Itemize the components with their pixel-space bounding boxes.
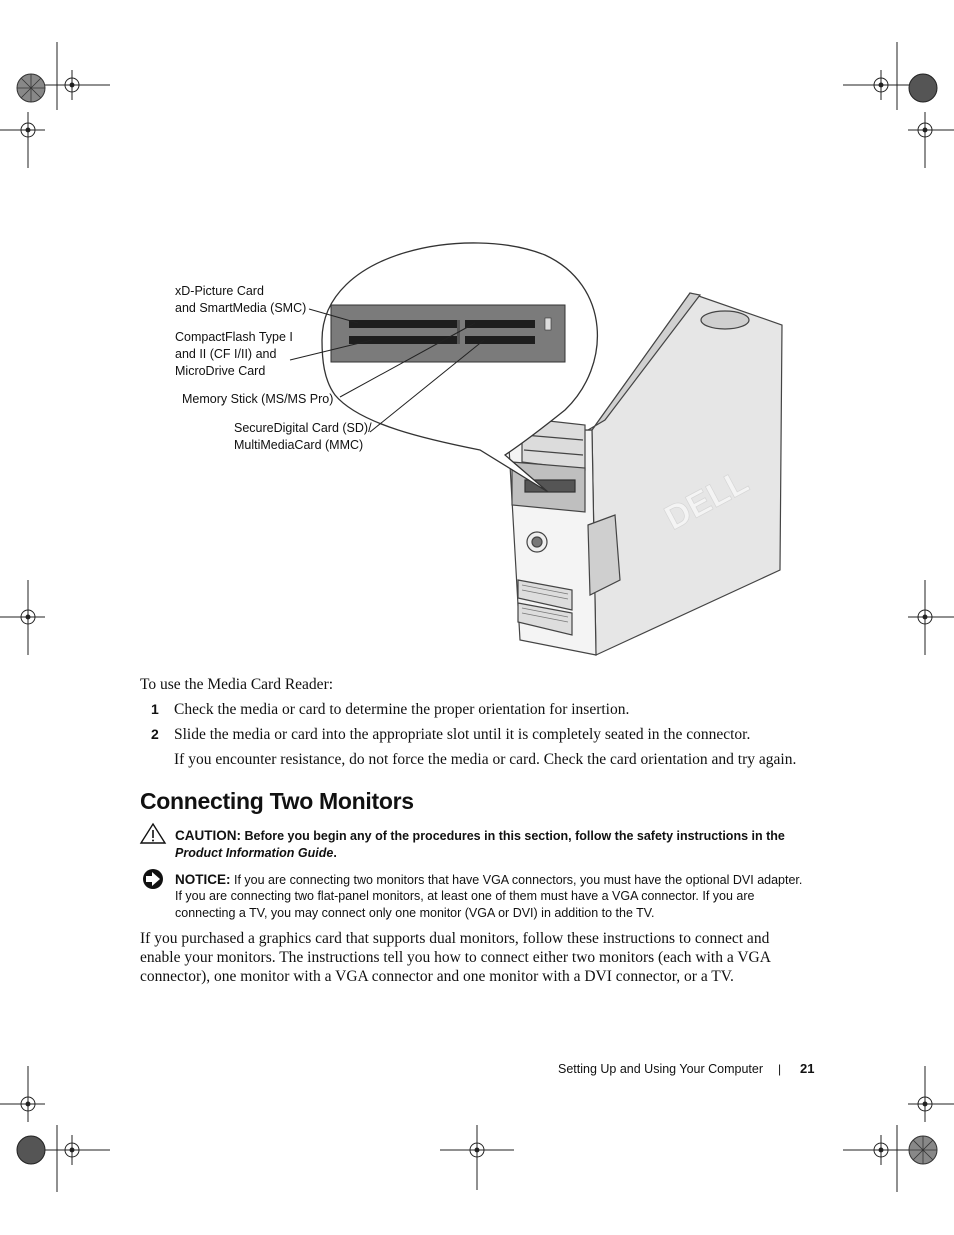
callout-compactflash [175, 329, 293, 380]
callout-sd-mmc [234, 420, 372, 454]
notice-line-1 [175, 871, 802, 889]
caution-note [175, 827, 815, 845]
caution-guide-line [175, 845, 337, 862]
callout-label: Memory Stick (MS/MS Pro) [182, 392, 334, 406]
step-text: Check the media or card to determine the proper orientation for insertion. [174, 701, 630, 718]
page-number: 21 [800, 1061, 815, 1076]
callout-label: SecureDigital Card (SD)/ [234, 421, 372, 435]
step-number: 1 [151, 701, 159, 717]
paragraph-line: enable your monitors. The instructions tell you how to connect either two monitors (each with a VGA [140, 949, 771, 966]
notice-line-2: If you are connecting two flat-panel monitors, at least one of them must have a VGA connector. If you are [175, 889, 755, 903]
paragraph-line: If you purchased a graphics card that supports dual monitors, follow these instructions to connect and [140, 930, 770, 947]
notice-line-3: connecting a TV, you may connect only one monitor (VGA or DVI) in addition to the TV. [175, 906, 655, 920]
callout-label: and II (CF I/II) and [175, 347, 277, 361]
callout-label: MultiMediaCard (MMC) [234, 438, 364, 452]
callout-xd-smc [175, 283, 306, 317]
callout-label: CompactFlash Type I [175, 330, 293, 344]
caution-text: Before you begin any of the procedures in this section, follow the safety instructions in the [244, 829, 785, 843]
callout-memory-stick [182, 391, 333, 408]
section-heading: Connecting Two Monitors [140, 788, 414, 814]
notice-label: NOTICE: [175, 872, 231, 887]
caution-label: CAUTION: [175, 828, 241, 843]
callout-label: xD-Picture Card [175, 284, 264, 298]
footer-separator: | [778, 1062, 782, 1076]
card-reader-panel [331, 305, 565, 362]
callout-label: and SmartMedia (SMC) [175, 301, 307, 315]
paragraph-line: connector), one monitor with a VGA connector and one monitor with a DVI connector, or a TV. [140, 968, 734, 985]
intro-text: To use the Media Card Reader: [140, 676, 334, 693]
caution-guide: Product Information Guide [175, 846, 334, 860]
footer-section-title: Setting Up and Using Your Computer [558, 1062, 763, 1076]
step-number: 2 [151, 726, 159, 742]
caution-end: . [333, 846, 337, 860]
notice-text: If you are connecting two monitors that have VGA connectors, you must have the optional DVI adapter. [233, 873, 803, 887]
svg-text:DELL: DELL [658, 462, 755, 538]
step-text: Slide the media or card into the appropriate slot until it is completely seated in the connector. [174, 726, 751, 743]
callout-label: MicroDrive Card [175, 364, 266, 378]
step-followup: If you encounter resistance, do not force the media or card. Check the card orientation and try again. [174, 751, 797, 768]
